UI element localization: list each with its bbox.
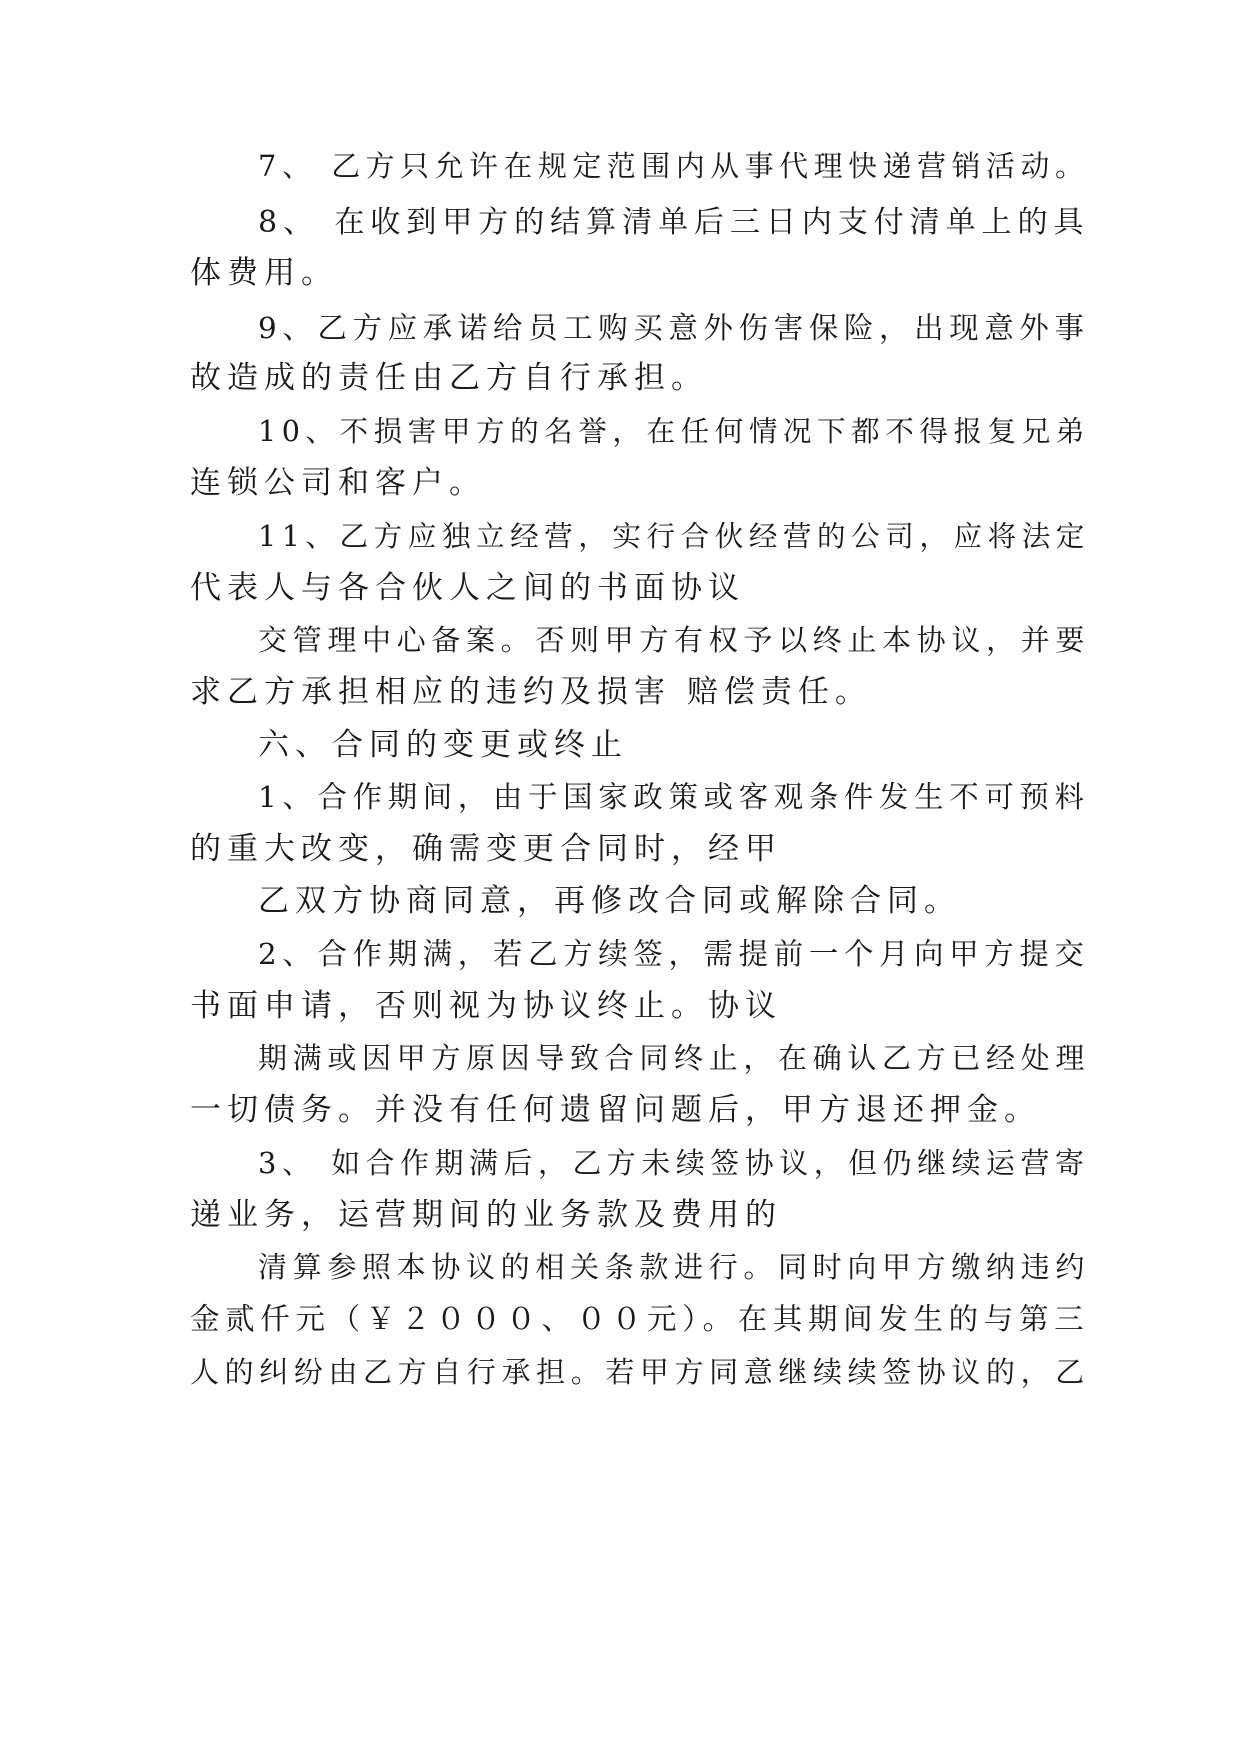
text-line: 金贰仟元（￥２０００、００元）。在其期间发生的与第三 (190, 1302, 1090, 1336)
text-line: 代表人与各合伙人之间的书面协议 (190, 570, 745, 606)
text-line: 故造成的责任由乙方自行承担。 (190, 360, 708, 396)
text-line: 体费用。 (190, 255, 338, 291)
text-line: 8、 在收到甲方的结算清单后三日内支付清单上的具 (258, 205, 1090, 240)
text-line: 清算参照本协议的相关条款进行。同时向甲方缴纳违约 (258, 1250, 1091, 1284)
text-line: 交管理中心备案。否则甲方有权予以终止本协议，并要 (258, 623, 1091, 657)
text-line: 的重大改变，确需变更合同时，经甲 (190, 831, 782, 867)
text-line: 人的纠纷由乙方自行承担。若甲方同意继续续签协议的，乙 (190, 1355, 1090, 1389)
section-heading: 六、合同的变更或终止 (258, 727, 628, 763)
text-line: 乙双方协商同意，再修改合同或解除合同。 (258, 883, 961, 919)
text-line: 1、合作期间，由于国家政策或客观条件发生不可预料 (258, 780, 1090, 814)
text-line: 9、乙方应承诺给员工购买意外伤害保险，出现意外事 (258, 311, 1090, 345)
text-line: 连锁公司和客户。 (190, 465, 486, 501)
text-line: 3、 如合作期满后，乙方未续签协议，但仍继续运营寄 (258, 1146, 1090, 1180)
text-line: 10、不损害甲方的名誉，在任何情况下都不得报复兄弟 (258, 414, 1090, 448)
text-line: 2、合作期满，若乙方续签，需提前一个月向甲方提交 (258, 937, 1090, 971)
text-line: 一切债务。并没有任何遗留问题后，甲方退还押金。 (190, 1092, 1041, 1128)
text-line: 7、 乙方只允许在规定范围内从事代理快递营销活动。 (258, 149, 1090, 183)
text-line: 递业务，运营期间的业务款及费用的 (190, 1197, 782, 1233)
text-line: 11、乙方应独立经营，实行合伙经营的公司，应将法定 (258, 519, 1090, 553)
text-line: 求乙方承担相应的违约及损害 赔偿责任。 (190, 674, 872, 710)
text-line: 期满或因甲方原因导致合同终止，在确认乙方已经处理 (258, 1041, 1091, 1075)
text-line: 书面申请，否则视为协议终止。协议 (190, 988, 782, 1024)
